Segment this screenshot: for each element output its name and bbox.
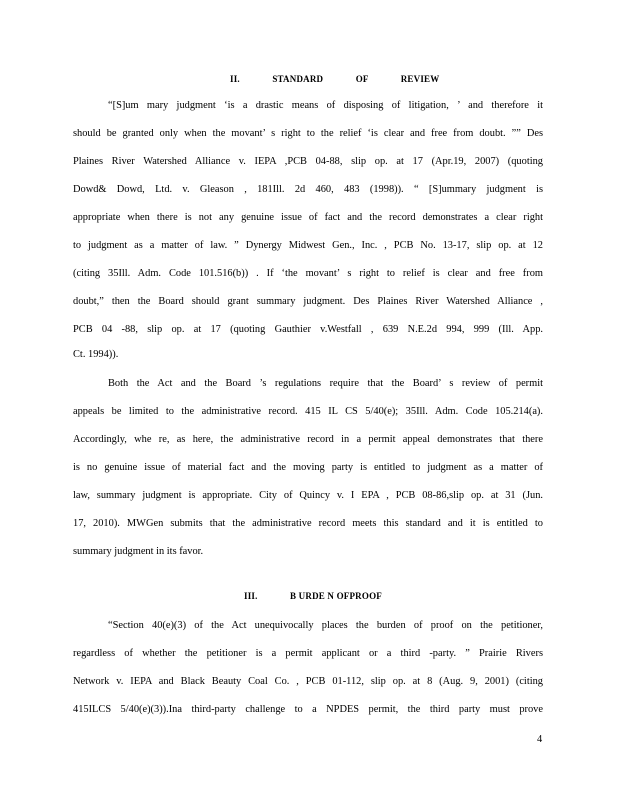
text-line: Dowd& Dowd, Ltd. v. Gleason , 181Ill. 2d 460, 483 (1998)). “ [S]ummary judgment is [73, 184, 543, 195]
section-number: III. [244, 591, 258, 601]
section-heading-standard-of-review [230, 72, 439, 86]
text-line: should be granted only when the movant’ s right to the relief ‘is clear and free from doubt. ”” Des [73, 128, 543, 139]
page-number: 4 [537, 734, 543, 745]
text-line: regardless of whether the petitioner is a permit applicant or a third -party. ” Prairie Rivers [73, 648, 543, 659]
section-title: STANDARD OF REVIEW [272, 74, 440, 84]
text-line: Both the Act and the Board ’s regulations require that the Board’ s review of permit [108, 378, 543, 389]
text-line: 415ILCS 5/40(e)(3)).Ina third-party challenge to a NPDES permit, the third party must prove [73, 704, 543, 715]
text-line: “[S]um mary judgment ‘is a drastic means of disposing of litigation, ’ and therefore it [108, 100, 543, 111]
text-line: Ct. 1994)). [73, 349, 119, 360]
text-line: Plaines River Watershed Alliance v. IEPA ,PCB 04-88, slip op. at 17 (Apr.19, 2007) (quoting [73, 156, 543, 167]
text-line: (citing 35Ill. Adm. Code 101.516(b)) . If ‘the movant’ s right to relief is clear and free from [73, 268, 543, 279]
section-title: B URDE N OFPROOF [290, 591, 382, 601]
section-heading-burden-of-proof [244, 589, 382, 603]
text-line: law, summary judgment is appropriate. City of Quincy v. I EPA , PCB 08-86,slip op. at 31 (Jun. [73, 490, 543, 501]
text-line: to judgment as a matter of law. ” Dynergy Midwest Gen., Inc. , PCB No. 13-17, slip op. at 12 [73, 240, 543, 251]
text-line: appeals be limited to the administrative record. 415 IL CS 5/40(e); 35Ill. Adm. Code 105.214(a). [73, 406, 543, 417]
text-line: summary judgment in its favor. [73, 546, 204, 557]
text-line: Accordingly, whe re, as here, the administrative record in a permit appeal demonstrates that there [73, 434, 543, 445]
text-line: is no genuine issue of material fact and the moving party is entitled to judgment as a matter of [73, 462, 543, 473]
text-line: doubt,” then the Board should grant summary judgment. Des Plaines River Watershed Alliance , [73, 296, 543, 307]
section-number: II. [230, 74, 240, 84]
text-line: Network v. IEPA and Black Beauty Coal Co. , PCB 01-112, slip op. at 8 (Aug. 9, 2001) (citing [73, 676, 543, 687]
text-line: PCB 04 -88, slip op. at 17 (quoting Gauthier v.Westfall , 639 N.E.2d 994, 999 (Ill. App. [73, 324, 543, 335]
text-line: “Section 40(e)(3) of the Act unequivocally places the burden of proof on the petitioner, [108, 620, 543, 631]
text-line: 17, 2010). MWGen submits that the administrative record meets this standard and it is entitled to [73, 518, 543, 529]
text-line: appropriate when there is not any genuine issue of fact and the record demonstrates a clear right [73, 212, 543, 223]
